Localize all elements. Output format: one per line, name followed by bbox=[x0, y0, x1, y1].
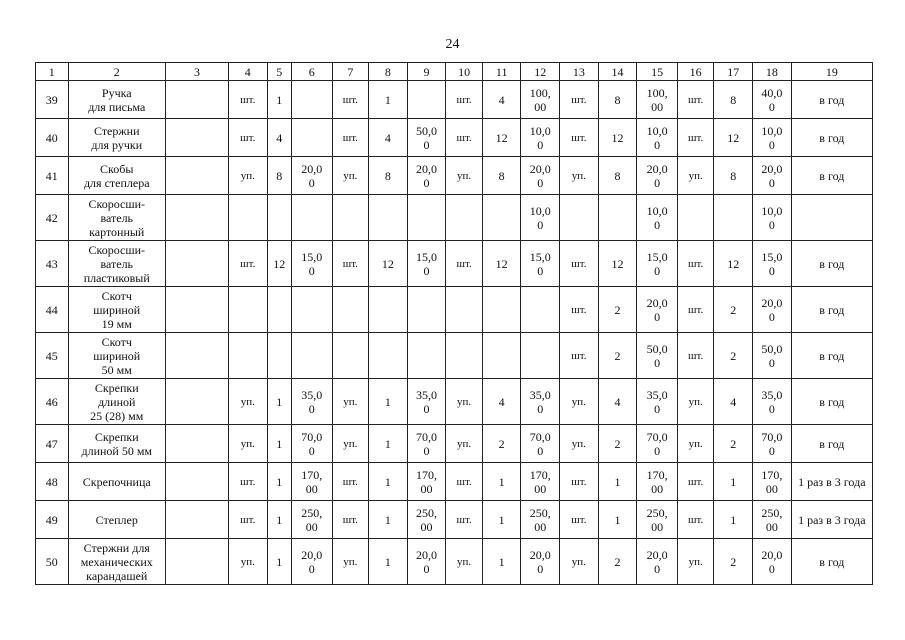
table-cell bbox=[166, 463, 229, 501]
table-cell: 35,0 0 bbox=[637, 379, 678, 425]
table-cell: 41 bbox=[36, 157, 69, 195]
table-cell: 170, 00 bbox=[407, 463, 446, 501]
column-header: 8 bbox=[369, 63, 408, 81]
table-row bbox=[36, 119, 873, 157]
table-cell: 10,0 0 bbox=[637, 119, 678, 157]
table-cell: уп. bbox=[446, 157, 483, 195]
table-cell: 15,0 0 bbox=[407, 241, 446, 287]
table-cell: 1 bbox=[598, 463, 637, 501]
table-cell: шт. bbox=[560, 241, 599, 287]
table-cell: в год bbox=[791, 157, 872, 195]
table-cell: 12 bbox=[369, 241, 408, 287]
table-cell: 20,0 0 bbox=[753, 287, 792, 333]
table-cell bbox=[267, 287, 291, 333]
table-cell: шт. bbox=[677, 287, 714, 333]
table-cell: 10,0 0 bbox=[753, 119, 792, 157]
table-cell: уп. bbox=[332, 539, 369, 585]
table-cell bbox=[267, 333, 291, 379]
header-row bbox=[36, 63, 873, 81]
table-cell: уп. bbox=[560, 425, 599, 463]
table-cell: шт. bbox=[560, 501, 599, 539]
column-header: 13 bbox=[560, 63, 599, 81]
table-cell bbox=[521, 333, 560, 379]
table-cell: 4 bbox=[482, 379, 521, 425]
table-cell: 4 bbox=[482, 81, 521, 119]
table-cell: 1 bbox=[267, 501, 291, 539]
table-cell: 1 раз в 3 года bbox=[791, 501, 872, 539]
table-cell: Стержни для ручки bbox=[68, 119, 166, 157]
column-header: 2 bbox=[68, 63, 166, 81]
table-cell: 10,0 0 bbox=[637, 195, 678, 241]
table-cell bbox=[482, 287, 521, 333]
table-cell: 10,0 0 bbox=[753, 195, 792, 241]
table-cell: шт. bbox=[332, 501, 369, 539]
table-cell: шт. bbox=[228, 463, 267, 501]
table-cell: 20,0 0 bbox=[637, 157, 678, 195]
column-header: 1 bbox=[36, 63, 69, 81]
table-cell: Скоросши- ватель пластиковый bbox=[68, 241, 166, 287]
table-cell bbox=[521, 287, 560, 333]
table-cell: 35,0 0 bbox=[753, 379, 792, 425]
table-cell: 50 bbox=[36, 539, 69, 585]
table-cell: 1 bbox=[267, 379, 291, 425]
table-cell: уп. bbox=[446, 379, 483, 425]
table-cell: 20,0 0 bbox=[521, 539, 560, 585]
table-cell: 15,0 0 bbox=[291, 241, 332, 287]
table-cell bbox=[166, 81, 229, 119]
table-cell bbox=[791, 195, 872, 241]
table-cell: 2 bbox=[714, 287, 753, 333]
table-cell: 35,0 0 bbox=[291, 379, 332, 425]
table-cell: 40 bbox=[36, 119, 69, 157]
table-cell: шт. bbox=[560, 81, 599, 119]
table-cell: 48 bbox=[36, 463, 69, 501]
table-cell: 20,0 0 bbox=[407, 539, 446, 585]
table-cell: 1 bbox=[369, 425, 408, 463]
table-cell: 1 bbox=[267, 539, 291, 585]
table-cell bbox=[228, 287, 267, 333]
table-cell: 8 bbox=[369, 157, 408, 195]
table-cell bbox=[166, 501, 229, 539]
table-cell: 10,0 0 bbox=[521, 195, 560, 241]
table-cell: 50,0 0 bbox=[407, 119, 446, 157]
table-cell: уп. bbox=[228, 157, 267, 195]
table-cell: уп. bbox=[677, 539, 714, 585]
table-cell: шт. bbox=[677, 463, 714, 501]
table-cell: 2 bbox=[714, 333, 753, 379]
table-cell: Скотч шириной 19 мм bbox=[68, 287, 166, 333]
table-cell: шт. bbox=[446, 81, 483, 119]
table-cell: уп. bbox=[560, 157, 599, 195]
table-cell: Скрепки длиной 50 мм bbox=[68, 425, 166, 463]
table-cell: 46 bbox=[36, 379, 69, 425]
table-cell: 250, 00 bbox=[291, 501, 332, 539]
table-cell: Скрепки длиной 25 (28) мм bbox=[68, 379, 166, 425]
table-cell: уп. bbox=[228, 425, 267, 463]
table-cell: в год bbox=[791, 119, 872, 157]
table-cell: 250, 00 bbox=[637, 501, 678, 539]
table-cell: Стержни для механических карандашей bbox=[68, 539, 166, 585]
table-cell: 2 bbox=[714, 425, 753, 463]
table-cell: шт. bbox=[446, 119, 483, 157]
table-cell: 8 bbox=[714, 157, 753, 195]
table-cell: уп. bbox=[446, 425, 483, 463]
table-cell: 2 bbox=[598, 333, 637, 379]
table-cell: Скотч шириной 50 мм bbox=[68, 333, 166, 379]
table-body bbox=[36, 81, 873, 585]
column-header: 19 bbox=[791, 63, 872, 81]
table-cell: 8 bbox=[482, 157, 521, 195]
table-cell: шт. bbox=[677, 501, 714, 539]
table-cell: шт. bbox=[228, 81, 267, 119]
table-row bbox=[36, 195, 873, 241]
table-cell bbox=[677, 195, 714, 241]
table-row bbox=[36, 287, 873, 333]
table-cell: 15,0 0 bbox=[753, 241, 792, 287]
table-cell: уп. bbox=[332, 379, 369, 425]
table-cell: 1 bbox=[369, 379, 408, 425]
table-cell: 12 bbox=[598, 119, 637, 157]
table-cell: 15,0 0 bbox=[637, 241, 678, 287]
table-cell bbox=[228, 333, 267, 379]
table-cell: 1 bbox=[714, 501, 753, 539]
table-cell: 35,0 0 bbox=[521, 379, 560, 425]
page-number: 24 bbox=[445, 37, 460, 52]
table-cell: 20,0 0 bbox=[291, 539, 332, 585]
table-cell: 12 bbox=[714, 119, 753, 157]
table-cell: 70,0 0 bbox=[291, 425, 332, 463]
table-cell: 45 bbox=[36, 333, 69, 379]
table-cell: 20,0 0 bbox=[291, 157, 332, 195]
table-cell: 100, 00 bbox=[637, 81, 678, 119]
table-cell bbox=[407, 195, 446, 241]
column-header: 6 bbox=[291, 63, 332, 81]
table-cell bbox=[267, 195, 291, 241]
table-cell: 1 bbox=[267, 425, 291, 463]
table-cell bbox=[598, 195, 637, 241]
table-cell: уп. bbox=[677, 425, 714, 463]
table-cell: в год bbox=[791, 241, 872, 287]
table-cell bbox=[407, 287, 446, 333]
table-cell: 20,0 0 bbox=[753, 539, 792, 585]
table-cell: 1 bbox=[714, 463, 753, 501]
table-row bbox=[36, 81, 873, 119]
table-cell: 20,0 0 bbox=[521, 157, 560, 195]
table-cell: 2 bbox=[714, 539, 753, 585]
table-cell: 250, 00 bbox=[753, 501, 792, 539]
table-cell bbox=[166, 333, 229, 379]
table-cell: уп. bbox=[332, 425, 369, 463]
table-cell: шт. bbox=[228, 501, 267, 539]
supplies-norms-table bbox=[35, 62, 873, 585]
table-cell: 12 bbox=[482, 241, 521, 287]
column-header: 4 bbox=[228, 63, 267, 81]
table-cell bbox=[166, 425, 229, 463]
table-cell: 8 bbox=[598, 157, 637, 195]
table-cell: 1 bbox=[482, 501, 521, 539]
table-cell: 1 bbox=[369, 539, 408, 585]
table-cell bbox=[291, 333, 332, 379]
table-cell: 43 bbox=[36, 241, 69, 287]
table-row bbox=[36, 333, 873, 379]
table-cell bbox=[332, 287, 369, 333]
column-header: 9 bbox=[407, 63, 446, 81]
table-row bbox=[36, 379, 873, 425]
table-cell: 8 bbox=[598, 81, 637, 119]
table-cell: 47 bbox=[36, 425, 69, 463]
table-cell: 2 bbox=[598, 425, 637, 463]
table-cell: уп. bbox=[332, 157, 369, 195]
table-cell: в год bbox=[791, 539, 872, 585]
table-cell: 10,0 0 bbox=[521, 119, 560, 157]
table-cell: 8 bbox=[267, 157, 291, 195]
table-cell bbox=[291, 195, 332, 241]
table-cell: шт. bbox=[446, 241, 483, 287]
table-cell: 49 bbox=[36, 501, 69, 539]
table-cell: 70,0 0 bbox=[407, 425, 446, 463]
table-cell: 20,0 0 bbox=[753, 157, 792, 195]
table-cell bbox=[166, 119, 229, 157]
table-cell: 4 bbox=[598, 379, 637, 425]
column-header: 11 bbox=[482, 63, 521, 81]
table-cell: 70,0 0 bbox=[753, 425, 792, 463]
table-cell: 1 bbox=[482, 539, 521, 585]
table-cell: 4 bbox=[369, 119, 408, 157]
table-row bbox=[36, 241, 873, 287]
table-cell: шт. bbox=[228, 241, 267, 287]
column-header: 17 bbox=[714, 63, 753, 81]
table-cell: 100, 00 bbox=[521, 81, 560, 119]
table-cell bbox=[714, 195, 753, 241]
table-cell: уп. bbox=[228, 379, 267, 425]
table-cell: 12 bbox=[267, 241, 291, 287]
table-cell: шт. bbox=[560, 463, 599, 501]
table-cell bbox=[407, 333, 446, 379]
table-cell: шт. bbox=[560, 287, 599, 333]
table-cell bbox=[482, 195, 521, 241]
table-cell: 40,0 0 bbox=[753, 81, 792, 119]
table-cell bbox=[166, 379, 229, 425]
table-cell: шт. bbox=[332, 241, 369, 287]
table-cell bbox=[369, 195, 408, 241]
table-cell: 1 bbox=[598, 501, 637, 539]
table-cell: Скоросши- ватель картонный bbox=[68, 195, 166, 241]
table-cell: 1 bbox=[482, 463, 521, 501]
table-cell: Ручка для письма bbox=[68, 81, 166, 119]
table-cell: шт. bbox=[677, 241, 714, 287]
table-cell: 170, 00 bbox=[753, 463, 792, 501]
table-cell bbox=[166, 287, 229, 333]
table-cell: шт. bbox=[332, 119, 369, 157]
table-cell: 1 раз в 3 года bbox=[791, 463, 872, 501]
table-cell: Скобы для степлера bbox=[68, 157, 166, 195]
table-cell: 1 bbox=[369, 81, 408, 119]
table-row bbox=[36, 539, 873, 585]
table-cell: шт. bbox=[446, 501, 483, 539]
table-cell: 170, 00 bbox=[291, 463, 332, 501]
table-cell: 35,0 0 bbox=[407, 379, 446, 425]
table-cell bbox=[446, 195, 483, 241]
table-cell: 12 bbox=[482, 119, 521, 157]
table-cell: 50,0 0 bbox=[637, 333, 678, 379]
table-cell bbox=[291, 81, 332, 119]
table-cell: 1 bbox=[369, 463, 408, 501]
table-cell: 250, 00 bbox=[521, 501, 560, 539]
table-cell: шт. bbox=[560, 119, 599, 157]
table-cell: 1 bbox=[369, 501, 408, 539]
table-row bbox=[36, 157, 873, 195]
column-header: 15 bbox=[637, 63, 678, 81]
table-cell: 70,0 0 bbox=[637, 425, 678, 463]
table-cell: 4 bbox=[714, 379, 753, 425]
table-cell bbox=[369, 287, 408, 333]
table-cell: уп. bbox=[677, 157, 714, 195]
table-cell bbox=[228, 195, 267, 241]
table-cell: шт. bbox=[677, 119, 714, 157]
column-header: 18 bbox=[753, 63, 792, 81]
table-cell: в год bbox=[791, 81, 872, 119]
table-row bbox=[36, 425, 873, 463]
table-cell: Скрепочница bbox=[68, 463, 166, 501]
table-cell: 20,0 0 bbox=[637, 539, 678, 585]
table-cell: Степлер bbox=[68, 501, 166, 539]
table-cell bbox=[446, 287, 483, 333]
table-cell: 20,0 0 bbox=[407, 157, 446, 195]
table-cell: 2 bbox=[598, 287, 637, 333]
table-cell bbox=[166, 195, 229, 241]
table-cell: в год bbox=[791, 379, 872, 425]
table-cell: 50,0 0 bbox=[753, 333, 792, 379]
table-cell: 2 bbox=[598, 539, 637, 585]
table-cell bbox=[482, 333, 521, 379]
table-cell: 250, 00 bbox=[407, 501, 446, 539]
table-cell: шт. bbox=[677, 81, 714, 119]
table-cell bbox=[166, 157, 229, 195]
table-cell bbox=[369, 333, 408, 379]
table-cell: 2 bbox=[482, 425, 521, 463]
column-header: 5 bbox=[267, 63, 291, 81]
table-cell: 70,0 0 bbox=[521, 425, 560, 463]
table-cell: в год bbox=[791, 287, 872, 333]
table-cell bbox=[291, 287, 332, 333]
table-cell: уп. bbox=[446, 539, 483, 585]
table-cell bbox=[332, 195, 369, 241]
table-cell bbox=[291, 119, 332, 157]
table-cell: шт. bbox=[446, 463, 483, 501]
table-cell: шт. bbox=[560, 333, 599, 379]
table-cell: уп. bbox=[560, 379, 599, 425]
table-cell: 15,0 0 bbox=[521, 241, 560, 287]
table-cell: 20,0 0 bbox=[637, 287, 678, 333]
table-cell: 44 bbox=[36, 287, 69, 333]
table-cell: уп. bbox=[560, 539, 599, 585]
column-header: 7 bbox=[332, 63, 369, 81]
table-cell: шт. bbox=[332, 463, 369, 501]
table-cell: 170, 00 bbox=[521, 463, 560, 501]
table-row bbox=[36, 463, 873, 501]
table-header bbox=[36, 63, 873, 81]
table-cell: в год bbox=[791, 333, 872, 379]
table-cell: 4 bbox=[267, 119, 291, 157]
table-cell: 12 bbox=[714, 241, 753, 287]
column-header: 12 bbox=[521, 63, 560, 81]
table-cell: уп. bbox=[228, 539, 267, 585]
column-header: 16 bbox=[677, 63, 714, 81]
table-cell: шт. bbox=[228, 119, 267, 157]
column-header: 10 bbox=[446, 63, 483, 81]
column-header: 3 bbox=[166, 63, 229, 81]
column-header: 14 bbox=[598, 63, 637, 81]
table-cell: 42 bbox=[36, 195, 69, 241]
table-cell: 39 bbox=[36, 81, 69, 119]
table-cell bbox=[332, 333, 369, 379]
table-cell bbox=[166, 539, 229, 585]
table-cell: 1 bbox=[267, 81, 291, 119]
table-row bbox=[36, 501, 873, 539]
table-cell: 8 bbox=[714, 81, 753, 119]
table-cell: шт. bbox=[677, 333, 714, 379]
table-cell bbox=[446, 333, 483, 379]
table-cell: 170, 00 bbox=[637, 463, 678, 501]
table-cell bbox=[166, 241, 229, 287]
table-cell: 1 bbox=[267, 463, 291, 501]
table-cell bbox=[407, 81, 446, 119]
table-cell: в год bbox=[791, 425, 872, 463]
table-cell bbox=[560, 195, 599, 241]
table-cell: шт. bbox=[332, 81, 369, 119]
table-cell: 12 bbox=[598, 241, 637, 287]
table-cell: уп. bbox=[677, 379, 714, 425]
